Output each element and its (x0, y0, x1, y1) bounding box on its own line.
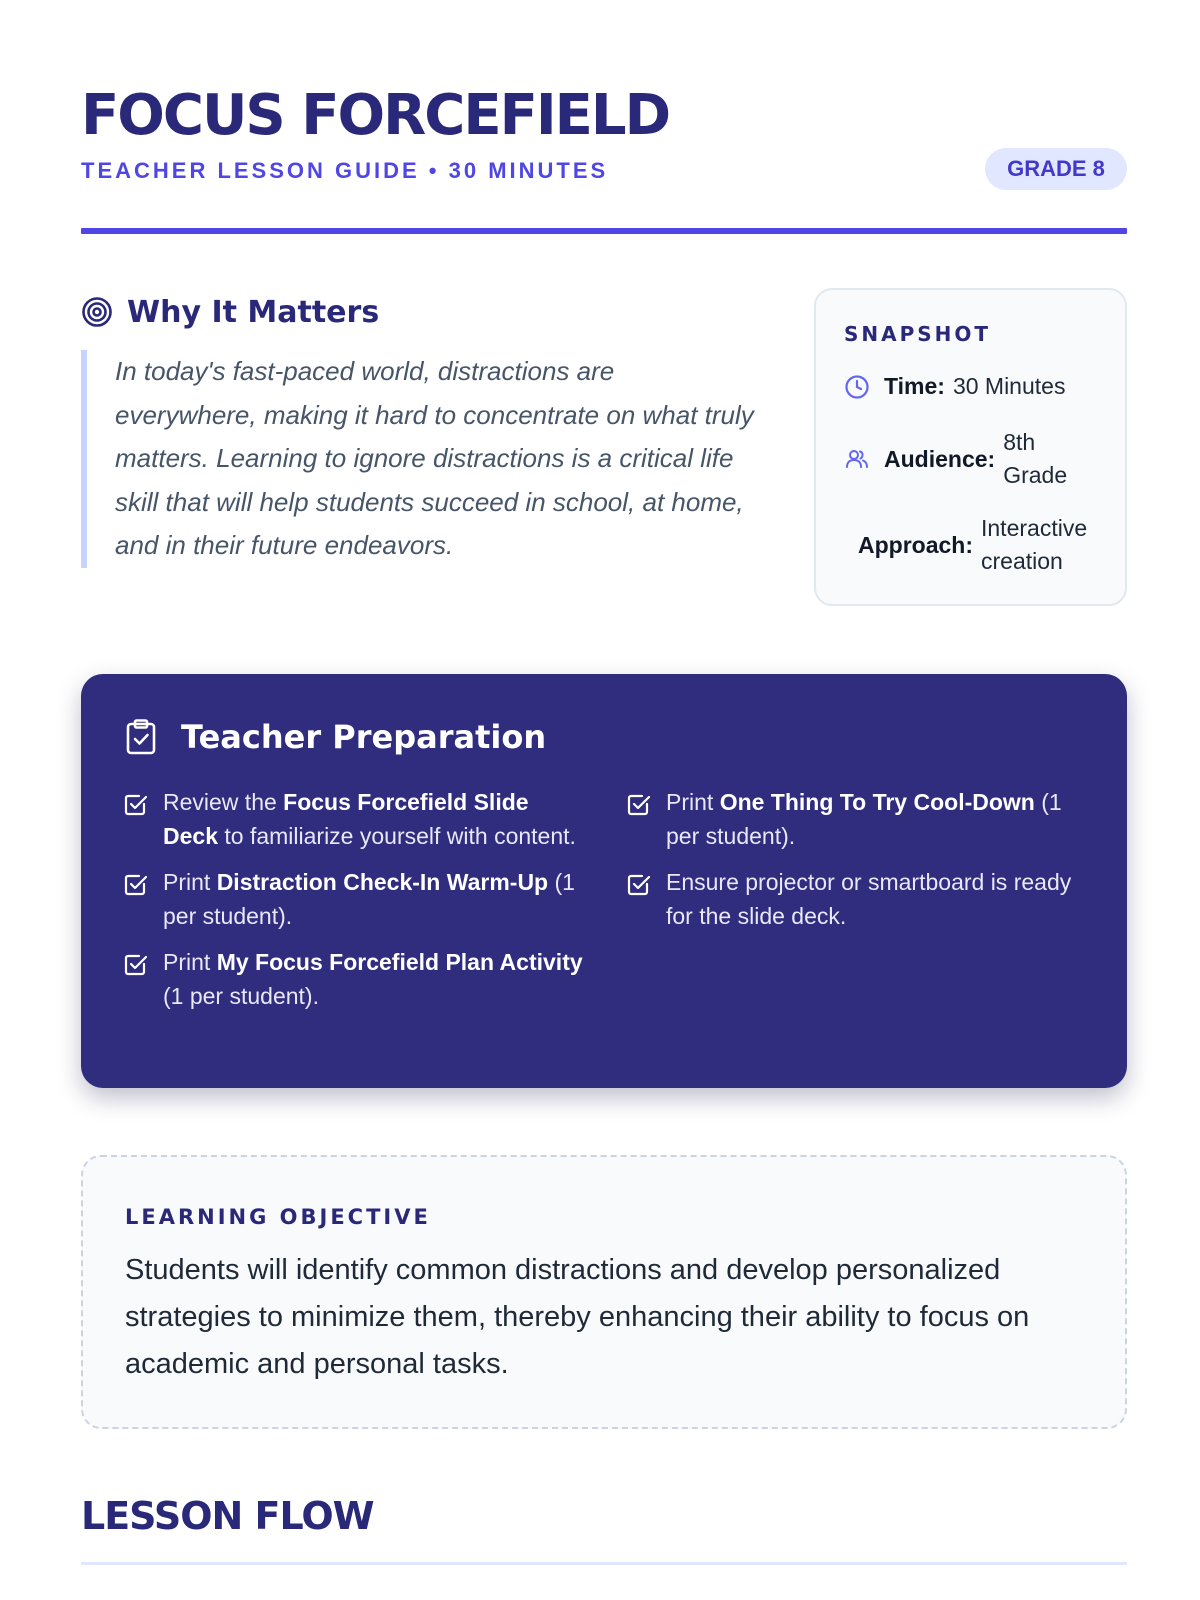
approach-value: Interactive creation (981, 515, 1088, 574)
prep-list-right (626, 786, 1096, 946)
square-check-icon (123, 952, 149, 978)
square-check-icon (123, 872, 149, 898)
snapshot-card (814, 288, 1127, 606)
square-check-icon (626, 872, 652, 898)
teacher-preparation-heading (123, 718, 546, 756)
audience-label: Audience: (884, 445, 996, 472)
grade-badge: GRADE 8 (985, 148, 1127, 190)
prep-item-text: Print Distraction Check-In Warm-Up (1 per student). (163, 869, 575, 929)
why-it-matters-title: Why It Matters (127, 294, 380, 330)
clipboard-check-icon (123, 718, 159, 756)
why-it-matters-heading (81, 292, 379, 332)
page-title: FOCUS FORCEFIELD (81, 83, 670, 148)
snapshot-time (844, 370, 1065, 403)
prep-item (123, 946, 583, 1013)
prep-item (123, 866, 583, 933)
prep-item-text: Print My Focus Forcefield Plan Activity (1 per student). (163, 949, 583, 1009)
snapshot-approach (858, 512, 1101, 578)
prep-item (626, 786, 1096, 853)
audience-value: 8th Grade (1003, 429, 1068, 488)
time-label: Time: (884, 373, 945, 399)
users-icon (844, 446, 870, 472)
snapshot-audience (844, 426, 1073, 492)
clock-icon (844, 374, 870, 400)
learning-objective-text: Students will identify common distractions and develop personalized strategies to minimize them, thereby enhancing their ability to focus on academic and personal tasks. (125, 1254, 1030, 1380)
lesson-flow-title: LESSON FLOW (81, 1494, 374, 1538)
square-check-icon (123, 792, 149, 818)
teacher-preparation-title: Teacher Preparation (181, 718, 547, 756)
prep-item (123, 786, 583, 853)
prep-item-text: Print One Thing To Try Cool-Down (1 per student). (666, 789, 1062, 849)
snapshot-title: SNAPSHOT (844, 322, 992, 346)
prep-item-text: Review the Focus Forcefield Slide Deck to familiarize yourself with content. (163, 789, 576, 849)
square-check-icon (626, 792, 652, 818)
learning-objective-title: LEARNING OBJECTIVE (125, 1205, 431, 1229)
why-it-matters-quote: In today's fast-paced world, distractions are everywhere, making it hard to concentrate on what truly matters. Learning to ignore distractions is a critical life skill that will help students succeed in school, at home, and in their future endeavors. (81, 350, 761, 568)
teacher-preparation-card (81, 674, 1127, 1088)
prep-item-text: Ensure projector or smartboard is ready for the slide deck. (666, 869, 1072, 929)
approach-label: Approach: (858, 531, 973, 558)
time-value: 30 Minutes (952, 373, 1066, 399)
learning-objective-card (81, 1155, 1127, 1429)
page-subtitle: TEACHER LESSON GUIDE • 30 MINUTES (81, 158, 609, 183)
header-divider (81, 228, 1127, 234)
lesson-flow-divider (81, 1562, 1127, 1565)
prep-item (626, 866, 1096, 933)
target-icon (81, 296, 113, 328)
prep-list-left (123, 786, 583, 1026)
